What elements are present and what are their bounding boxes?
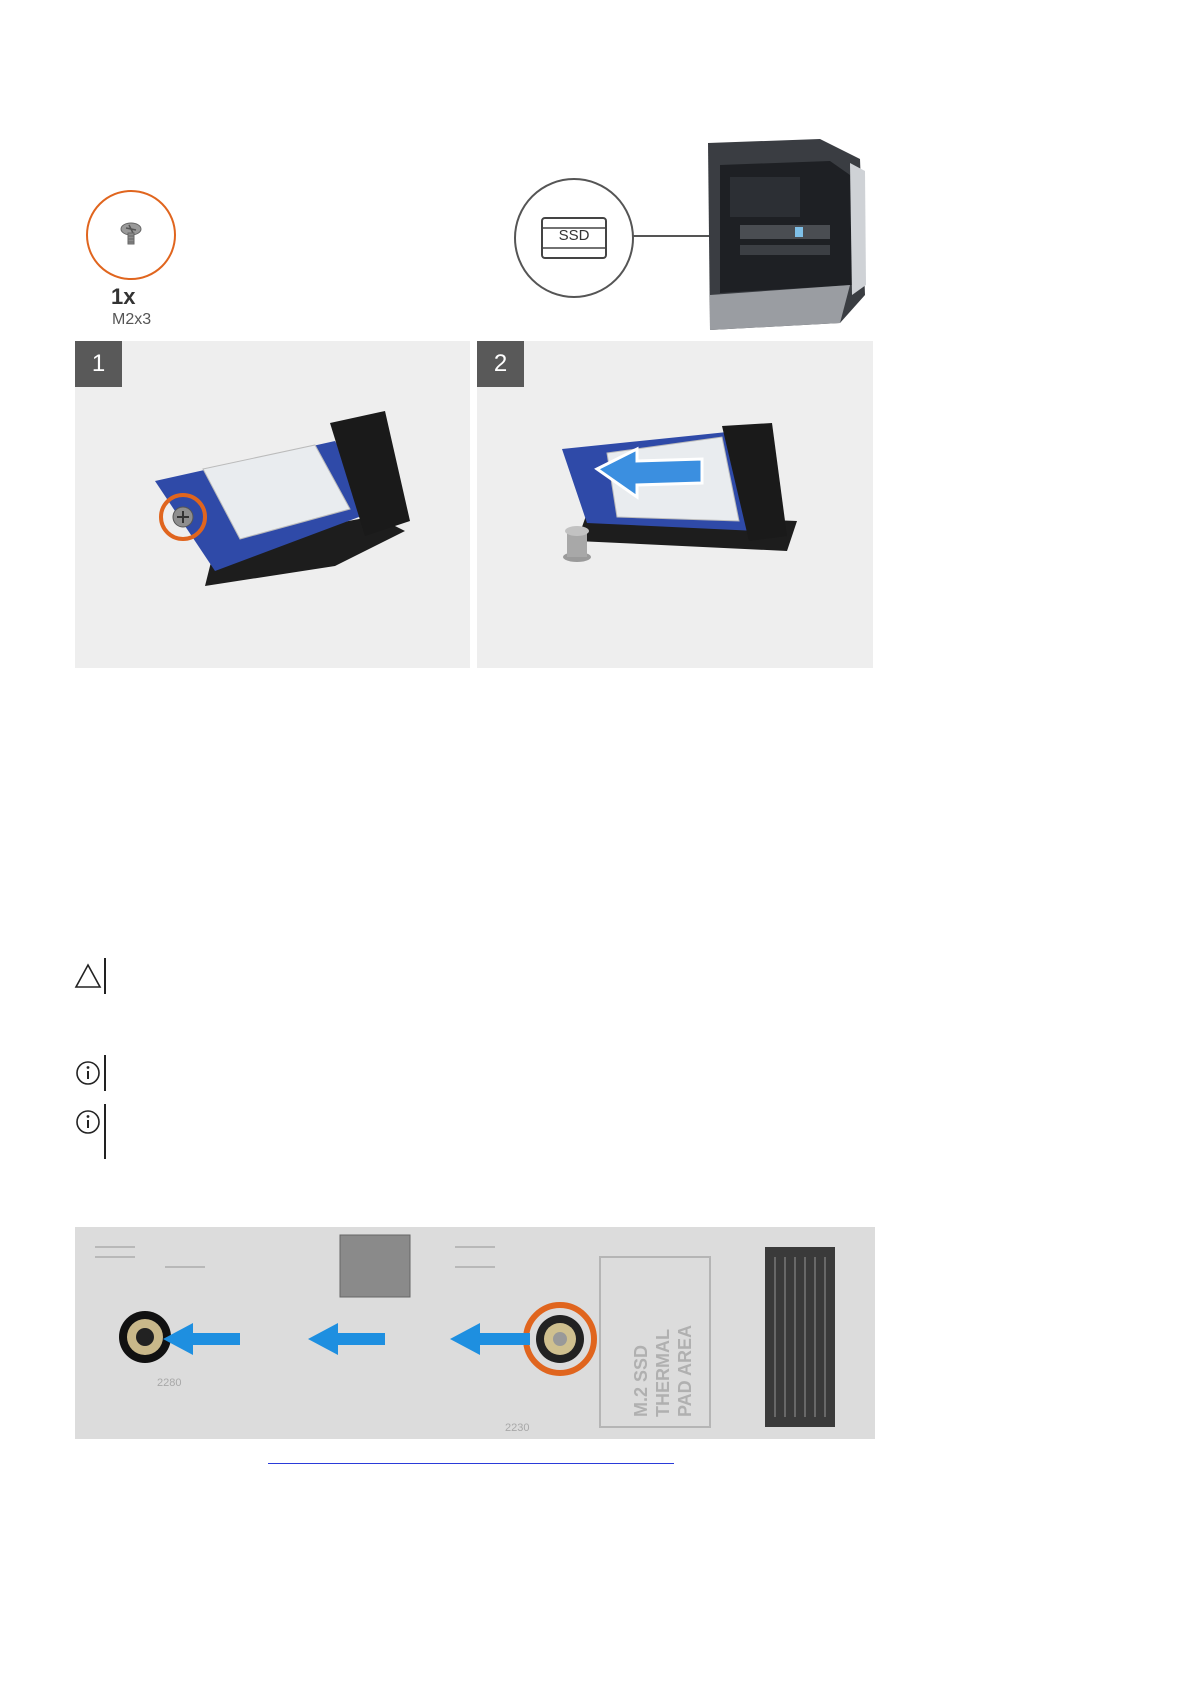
info-circle-icon	[74, 1108, 102, 1136]
motherboard-illustration	[75, 1227, 875, 1439]
info-circle-icon	[74, 1059, 102, 1087]
ssd-location-badge	[514, 178, 634, 298]
note-divider-1	[104, 1055, 106, 1091]
screw-icon	[88, 192, 174, 278]
ssd-label: SSD	[558, 227, 590, 244]
step-2-badge: 2	[477, 341, 524, 387]
step-1-panel	[75, 341, 470, 668]
reference-link[interactable]	[268, 1462, 674, 1464]
caution-triangle-icon	[74, 962, 102, 990]
note-divider-2	[104, 1104, 106, 1159]
screw-callout-circle	[86, 190, 176, 280]
screw-count: 1x	[111, 284, 136, 309]
caution-divider	[104, 958, 106, 994]
board-label-2280: 2280	[157, 1377, 182, 1389]
motherboard-standoff-image	[75, 1227, 875, 1439]
computer-case-illustration	[700, 135, 870, 333]
ssd-with-screw-image	[75, 341, 470, 668]
board-label-2230: 2230	[505, 1422, 530, 1434]
screw-size: M2x3	[112, 311, 152, 328]
step-2-panel	[477, 341, 873, 668]
board-silkscreen-m2: M.2 SSD THERMAL PAD AREA	[631, 1324, 695, 1417]
ssd-slide-out-image	[477, 341, 873, 668]
step-1-badge: 1	[75, 341, 122, 387]
